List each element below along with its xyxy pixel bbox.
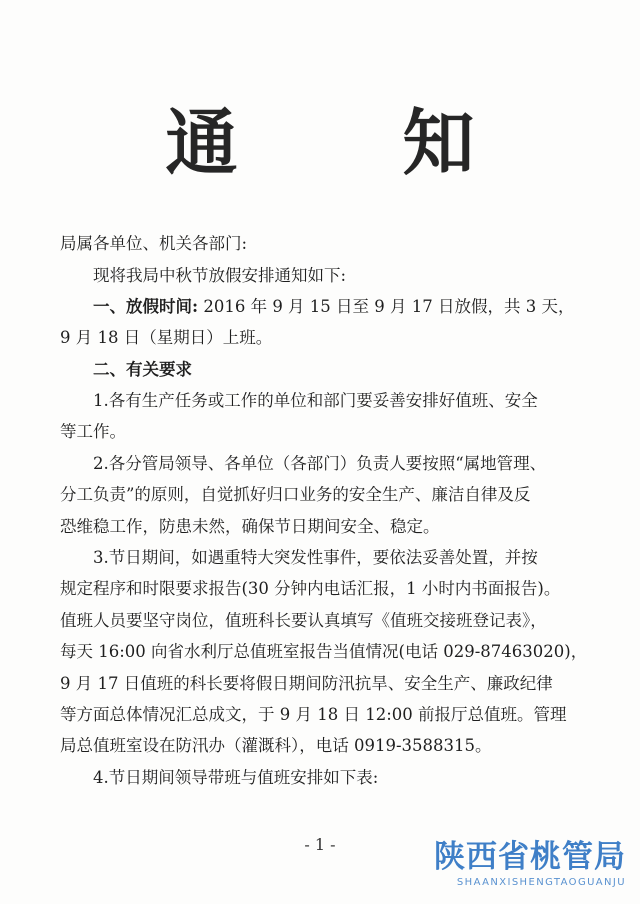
item-1-line-1: 1.各有生产任务或工作的单位和部门要妥善安排好值班、安全 <box>93 391 538 410</box>
item-2-paragraph <box>60 448 588 542</box>
section-2-heading: 二、有关要求 <box>93 360 192 379</box>
section-1-paragraph <box>60 291 588 354</box>
page-number: - 1 - <box>304 835 336 854</box>
item-2-line-3: 恐维稳工作，防患未然，确保节日期间安全、稳定。 <box>60 516 440 536</box>
item-4-paragraph: 4.节日期间领导带班与值班安排如下表: <box>93 768 379 787</box>
watermark-logo <box>406 838 626 890</box>
salutation: 局属各单位、机关各部门: <box>60 234 248 253</box>
item-3-line-6: 等方面总体情况汇总成文，于 9 月 18 日 12:00 前报厅总值班。管理 <box>60 705 567 725</box>
item-3-line-3: 值班人员要坚守岗位，值班科长要认真填写《值班交接班登记表》， <box>60 610 547 630</box>
item-3-line-5: 9 月 17 日值班的科长要将假日期间防汛抗旱、安全生产、廉政纪律 <box>60 673 553 693</box>
item-1-line-2: 等工作。 <box>60 422 126 442</box>
item-3-line-2: 规定程序和时限要求报告(30 分钟内电话汇报，1 小时内书面报告)。 <box>60 579 561 599</box>
item-3-line-4: 每天 16:00 向省水利厅总值班室报告当值情况(电话 029-87463020)， <box>60 642 588 662</box>
section-1-heading: 一、放假时间: <box>93 297 199 316</box>
watermark-main-text: 陕西省桃管局 <box>434 839 626 875</box>
intro-paragraph: 现将我局中秋节放假安排通知如下: <box>93 266 347 285</box>
document-title: 通 知 <box>165 100 545 185</box>
item-2-line-1: 2.各分管局领导、各单位（各部门）负责人要按照“属地管理、 <box>93 454 547 473</box>
section-1-line-2: 9 月 18 日（星期日）上班。 <box>60 328 273 348</box>
watermark-sub-text: SHAANXISHENGTAOGUANJU <box>456 877 626 888</box>
item-1-paragraph <box>60 385 588 448</box>
item-2-line-2: 分工负责”的原则，自觉抓好归口业务的安全生产、廉洁自律及反 <box>60 485 531 505</box>
item-3-line-7: 局总值班室设在防汛办（灌溉科），电话 0919-3588315。 <box>60 736 492 756</box>
item-3-line-1: 3.节日期间，如遇重特大突发性事件，要依法妥善处置，并按 <box>93 548 538 567</box>
section-1-text: 2016 年 9 月 15 日至 9 月 17 日放假，共 3 天， <box>198 297 575 316</box>
item-3-paragraph <box>60 542 588 762</box>
